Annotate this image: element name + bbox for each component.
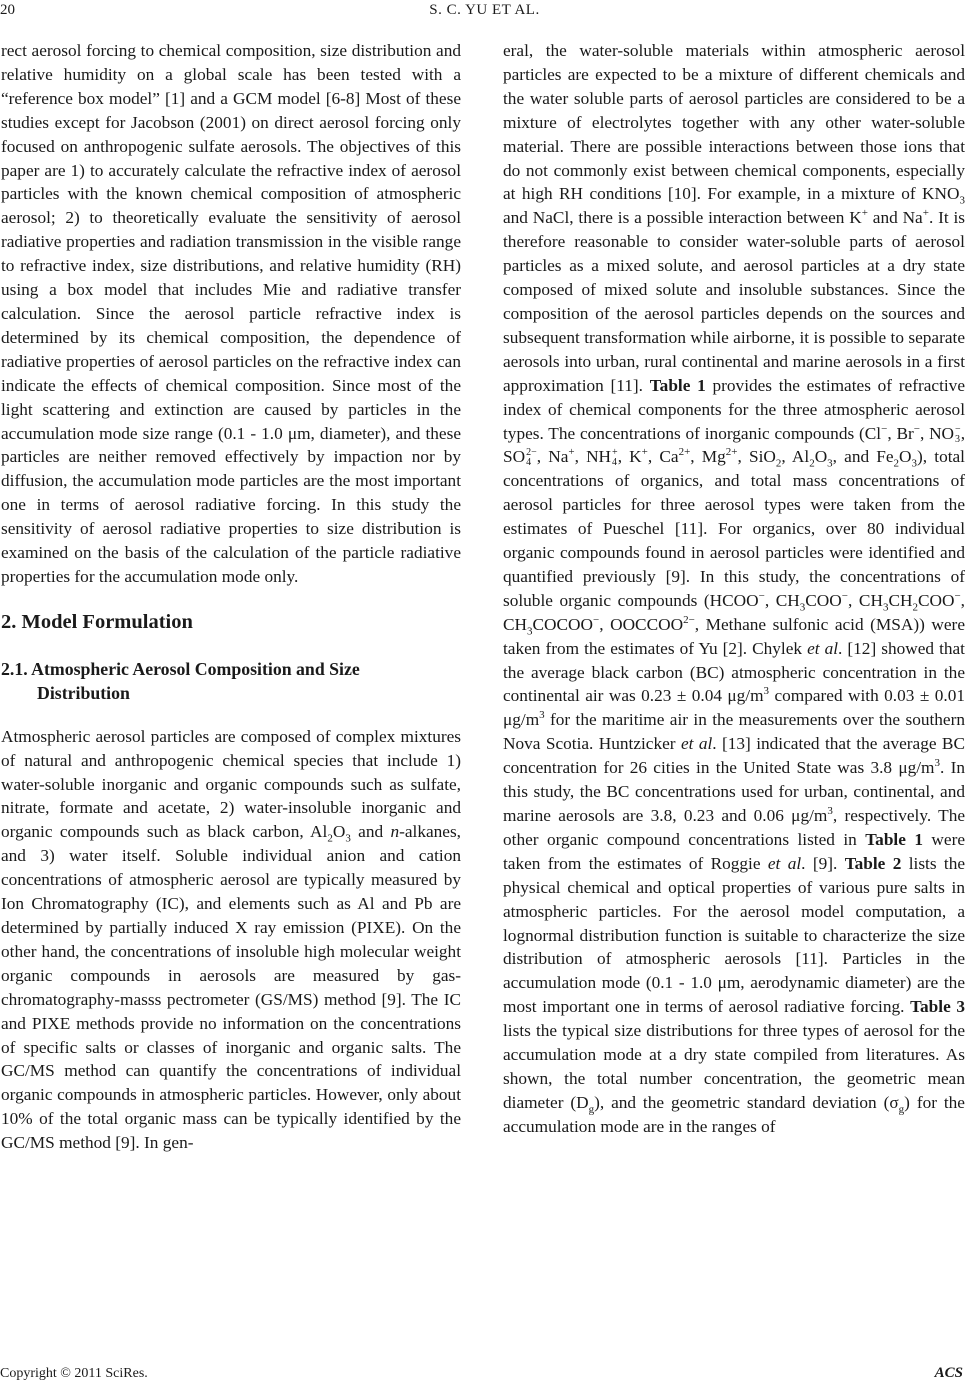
paragraph-continued: eral, the water-soluble materials within atmospheric aerosol particles are expected to be a mixture of different chemicals and the water soluble parts of aerosol particles are considered to be a mixture of electrolytes together with any other water-soluble material. There are possible interactions between those ions that do not commonly exist between chemical components, especially at high RH conditions [10]. For example, in a mixture of $KNO_3$ and NaCl, there is a possible interaction between K+ and Na+. It is therefore reasonable to consider water-soluble parts of aerosol particles as a mixed solute, and aerosol particles at a dry state composed of mixed solute and insoluble substances. Since the composition of the aerosol particles depends on the sources and subsequent transformation while airborne, it is possible to separate aerosols into urban, rural continental and marine aerosols in a first approximation [11]. Table 1 provides the estimates of refractive index of chemical components for the three atmospheric aerosol types. The concentrations of inorganic compounds (Cl−, Br−, NO − 3 , SO 2− 4 , Na+, NH + 4 , K+, $Ca^{2+}$, $Mg^{2+}$, SiO$_2$, $Al_2O_3$, and $Fe_2O_3$), total concentrations of organics, and total mass concentrations of aerosol particles for three aerosol types were taken from the estimates of Pueschel [11]. For organics, over 80 individual organic compounds found in aerosol particles were identified and quantified previously [9]. In this study, the concentrations of soluble organic compounds (HCOO−, $CH_3COO^-$, $CH_3CH_2COO^-$, $CH_3COCOO^-$, $OOCCOO^{2-}$, Methane sulfonic acid (MSA)) were taken from the estimates of Yu [2]. Chylek et al. [12] showed that the average black carbon (BC) atmospheric concentration in the continental air was 0.23 ± 0.04 $\mu g/m^3$ compared with 0.03 ± 0.01 $\mu g/m^3$ for the maritime air in the measurements over the southern Nova Scotia. Huntzicker et al. [13] indicated that the average BC concentration for 26 cities in the United State was 3.8 $\mu g/m^3$. In this study, the BC concentrations used for urban, continental, and marine aerosols are 3.8, 0.23 and 0.06 $\mu g/m^3$, respectively. The other organic compound concentrations listed in Table 1 were taken from the estimates of Roggie et al. [9]. Table 2 lists the physical chemical and optical properties of various pure salts in atmospheric particles. For the aerosol model computation, a lognormal distribution function is suitable to characterize the size distribution of atmospheric aerosols [11]. Particles in the accumulation mode (0.1 - 1.0 μm, aerodynamic diameter) are the most important one in terms of aerosol radiative forcing. Table 3 lists the typical size distributions for three types of aerosol for the accumulation mode at a dry state compiled from literatures. As shown, the total number concentration, the geometric mean diameter $(D_g)$, and the geometric standard deviation $(\sigma_g)$ for the accumulation mode are in the ranges of [503,41,966,1136]
table2-ref: Table 2 [844,853,902,873]
paragraph-intro: rect aerosol forcing to chemical composition, size distribution and relative humidity on a global scale has been tested with a “reference box model” [1] and a GCM model [6-8] Most of these studies except for Jacobson (2001) on direct aerosol forcing only focused on anthropogenic sulfate aerosols. The objectives of this paper are 1) to accurately calculate the refractive index of aerosol particles with the known chemical composition of atmospheric aerosol; 2) to theoretically evaluate the sensitivity of aerosol radiative properties and radiation transmission in the visible range to refractive index, size distributions, and relative humidity (RH) using a box model that includes Mie and radiative transfer calculation. Since the aerosol particle refractive index is determined by its chemical composition, the dependence of radiative properties of aerosol particles on the refractive index can indicate the effects of chemical composition. Since most of the light scattering and extinction are caused by particles in the accumulation mode size range (0.1 - 1.0 μm, diameter), and these particles are neither removed effectively by impaction nor by diffusion, the accumulation mode particles are the most important one in terms of aerosol radiative forcing. In this study the sensitivity of aerosol radiative properties to size distribution is examined on the basis of the calculation of the particle radiative properties for the accumulation mode only. [1,41,461,586]
table1-ref: Table 1 [649,375,706,395]
table3-ref: Table 3 [910,997,965,1017]
subsection-heading [1,657,461,705]
page-number: 20 [0,2,15,18]
subsection-heading-line1: 2.1. Atmospheric Aerosol Composition and Size [1,658,360,679]
running-title: S. C. YU ET AL. [429,2,540,18]
journal-abbrev: ACS [934,1365,963,1381]
right-column [503,39,965,1139]
copyright-notice: Copyright © 2011 SciRes. [0,1366,148,1381]
section-heading: 2. Model Formulation [1,610,193,633]
left-column [1,39,461,1155]
paragraph-composition: Atmospheric aerosol particles are composed of complex mixtures of natural and anthropogenic chemical species that include 1) water-soluble inorganic and organic compounds such as sulfate, nitrate, formate and acetate, 2) water-insoluble inorganic and organic compounds such as black carbon, $Al_2O_3$ and n-alkanes, and 3) water itself. Soluble individual anion and cation concentrations of atmospheric aerosol are typically measured by Ion Chromatography (IC), and elements such as Al and Pb are determined by partially induced X ray emission (PIXE). On the other hand, the concentrations of insoluble high molecular weight organic compounds in aerosols are measured by gas-chromatography-masss pectrometer (GS/MS) method [9]. The IC and PIXE methods provide no information on the concentrations of specific salts or classes of inorganic and organic salts. The GC/MS method can quantify the concentrations of individual organic compounds in atmospheric particles. However, only about 10% of the total organic mass can be typically identified by the GC/MS method [9]. In gen- [1,726,461,1153]
subsection-heading-line2: Distribution [37,682,130,703]
